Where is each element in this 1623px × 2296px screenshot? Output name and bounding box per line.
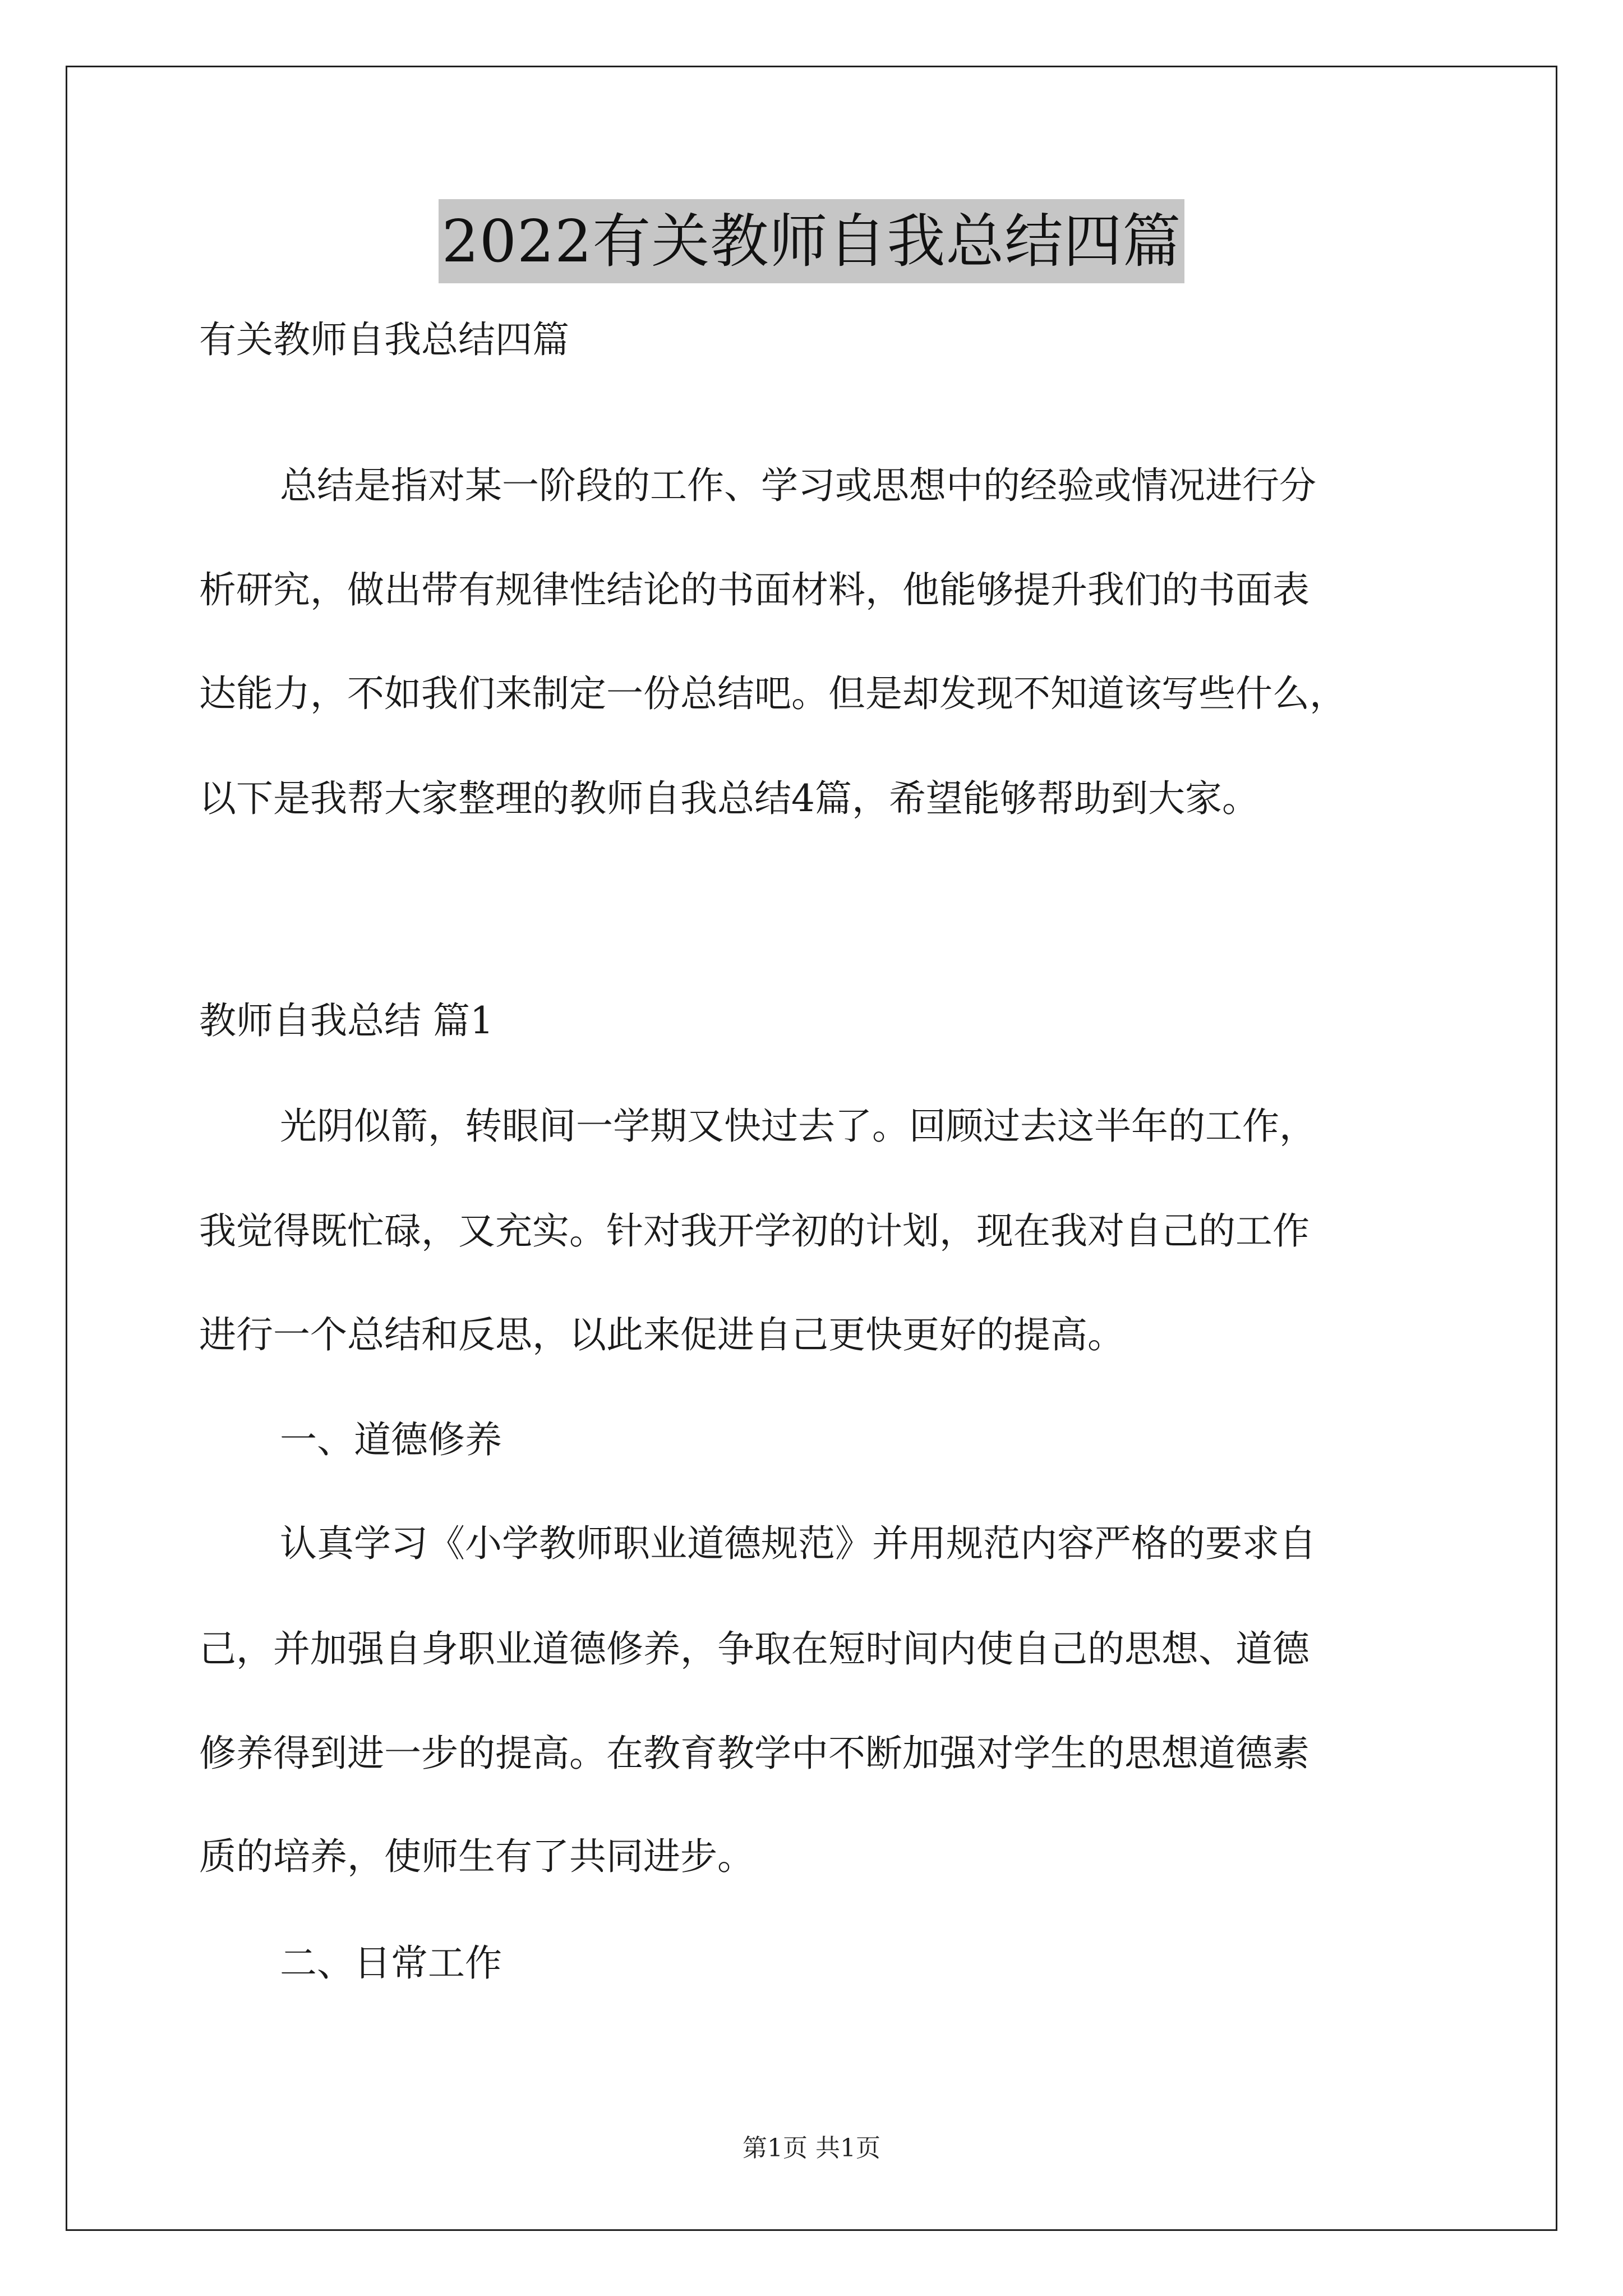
intro-line: 析研究，做出带有规律性结论的书面材料，他能够提升我们的书面表 xyxy=(199,568,1310,611)
paragraph-line: 进行一个总结和反思，以此来促进自己更快更好的提高。 xyxy=(199,1313,1124,1356)
section-heading: 教师自我总结 篇1 xyxy=(199,999,494,1042)
subheading-daily-work: 二、日常工作 xyxy=(280,1941,502,1985)
intro-line: 达能力，不如我们来制定一份总结吧。但是却发现不知道该写些什么， xyxy=(199,672,1347,715)
intro-line: 以下是我帮大家整理的教师自我总结4篇，希望能够帮助到大家。 xyxy=(199,777,1259,820)
title-container xyxy=(0,199,1623,283)
paragraph-line: 认真学习《小学教师职业道德规范》并用规范内容严格的要求自 xyxy=(280,1522,1316,1565)
paragraph-line: 修养得到进一步的提高。在教育教学中不断加强对学生的思想道德素 xyxy=(199,1732,1310,1775)
page-footer: 第1页 共1页 xyxy=(743,2134,880,2162)
intro-line: 总结是指对某一阶段的工作、学习或思想中的经验或情况进行分 xyxy=(280,464,1316,507)
paragraph-line: 我觉得既忙碌，又充实。针对我开学初的计划，现在我对自己的工作 xyxy=(199,1209,1310,1253)
paragraph-line: 光阴似箭，转眼间一学期又快过去了。回顾过去这半年的工作， xyxy=(280,1105,1316,1148)
document-title: 2022有关教师自我总结四篇 xyxy=(439,199,1185,283)
paragraph-line: 己，并加强自身职业道德修养，争取在短时间内使自己的思想、道德 xyxy=(199,1627,1310,1671)
document-subtitle: 有关教师自我总结四篇 xyxy=(199,318,569,361)
paragraph-line: 质的培养，使师生有了共同进步。 xyxy=(199,1835,754,1878)
subheading-moral-cultivation: 一、道德修养 xyxy=(280,1418,502,1461)
